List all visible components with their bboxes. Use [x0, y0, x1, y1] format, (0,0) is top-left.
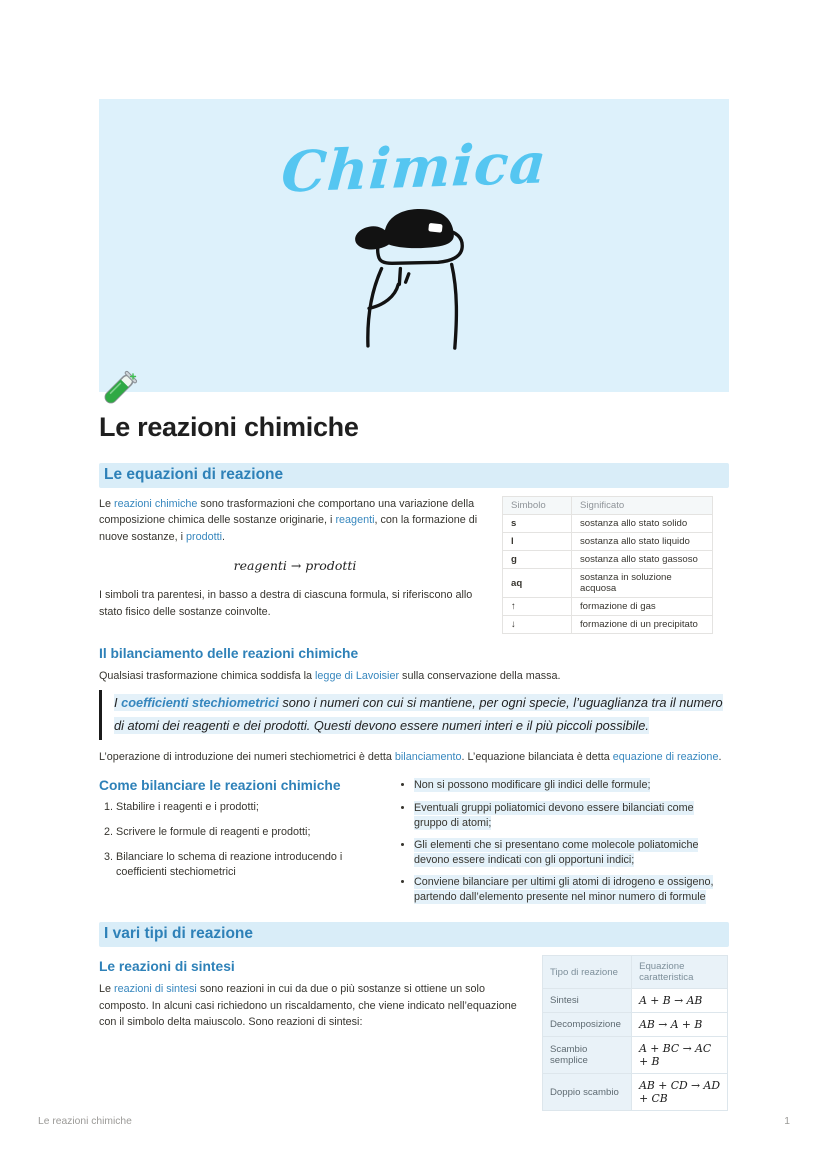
list-item: • Eventuali gruppi poliatomici devono essere bilanciati come gruppo di atomi; — [414, 801, 729, 830]
table-header-row — [503, 497, 713, 515]
table-cell: l — [503, 533, 572, 551]
table-row — [543, 1037, 728, 1074]
rules-list — [400, 778, 729, 912]
list-item: 1. Stabilire i reagenti e i prodotti; — [116, 800, 390, 816]
down-arrow-icon: ↓ — [503, 616, 572, 634]
quote-block — [99, 690, 729, 740]
table-cell: Sintesi — [543, 989, 632, 1013]
table-cell: sostanza allo stato liquido — [572, 533, 713, 551]
table-cell: Doppio scambio — [543, 1074, 632, 1111]
list-item: • Gli elementi che si presentano come molecole poliatomiche devono essere indicati con gli opportuni indici; — [414, 838, 729, 867]
term-reazioni-chimiche: reazioni chimiche — [114, 498, 198, 511]
reaction-types-table — [542, 955, 728, 1111]
table-row — [503, 569, 713, 598]
table-row — [543, 989, 728, 1013]
footer-title: Le reazioni chimiche — [38, 1116, 132, 1127]
reaction-formula: reagenti → prodotti — [233, 558, 357, 574]
table-cell: formazione di gas — [572, 598, 713, 616]
term-legge-lavoisier: legge di Lavoisier — [315, 670, 400, 683]
up-arrow-icon: ↑ — [503, 598, 572, 616]
list-item: • Conviene bilanciare per ultimi gli atomi di idrogeno e ossigeno, partendo dall’elemento presente nel minor numero di formule — [414, 875, 729, 904]
table-cell: s — [503, 515, 572, 533]
term-reagenti: reagenti — [335, 514, 375, 527]
section-heading-bilanciamento: Il bilanciamento delle reazioni chimiche — [99, 646, 359, 662]
paragraph-bilanciamento: L’operazione di introduzione dei numeri stechiometrici è detta bilanciamento. L’equazione bilanciata è detta equazione di reazione. — [99, 750, 722, 763]
table-cell: AB → A + B — [632, 1013, 728, 1037]
paragraph-reazioni: Le reazioni chimiche sono trasformazioni che comportano una variazione della composizione chimica delle sostanze originarie, i reagenti, con la formazione di nuove sostanze, i prodotti. — [99, 498, 478, 543]
table-header-cell: Significato — [572, 497, 713, 515]
flork-meme-icon — [346, 203, 482, 353]
table-cell: sostanza allo stato solido — [572, 515, 713, 533]
table-header-cell: Equazione caratteristica — [632, 956, 728, 989]
heading-reazioni-sintesi: Le reazioni di sintesi — [99, 959, 235, 975]
term-coefficienti-stechiometrici: coefficienti stechiometrici — [121, 695, 279, 711]
table-row — [503, 551, 713, 569]
symbols-table — [502, 496, 713, 634]
row-bilanciare — [99, 778, 729, 912]
page-footer — [38, 1116, 790, 1127]
table-row — [503, 533, 713, 551]
term-equazione-di-reazione: equazione di reazione — [612, 750, 719, 763]
table-cell: A + BC → AC + B — [632, 1037, 728, 1074]
table-cell: A + B → AB — [632, 989, 728, 1013]
quote-text: I coefficienti stechiometrici sono i numeri con cui si mantiene, per ogni specie, l’uguaglianza tra il numero di atomi dei reagenti e dei prodotti. Questi devono essere numeri interi e il più piccoli possibile. — [114, 695, 723, 734]
list-item: 3. Bilanciare lo schema di reazione introducendo i coefficienti stechiometrici — [116, 850, 390, 881]
table-row — [543, 1013, 728, 1037]
cover-banner — [99, 99, 729, 392]
content-column — [99, 412, 729, 1111]
come-bilanciare-column — [99, 778, 390, 890]
term-reazioni-di-sintesi: reazioni di sintesi — [114, 983, 197, 996]
footer-page-number: 1 — [784, 1116, 790, 1127]
table-cell: sostanza allo stato gassoso — [572, 551, 713, 569]
table-cell: formazione di un precipitato — [572, 616, 713, 634]
term-prodotti: prodotti — [186, 530, 223, 543]
term-bilanciamento: bilanciamento — [394, 750, 462, 763]
table-cell: AB + CD → AD + CB — [632, 1074, 728, 1111]
section-heading-tipi: I vari tipi di reazione — [99, 922, 729, 947]
page-title: Le reazioni chimiche — [99, 412, 359, 442]
table-row — [503, 616, 713, 634]
table-cell: sostanza in soluzione acquosa — [572, 569, 713, 598]
paragraph-simboli: I simboli tra parentesi, in basso a destra di ciascuna formula, si riferiscono allo stato fisico delle sostanze coinvolte. — [99, 589, 473, 618]
row-tipi — [99, 955, 729, 1111]
table-header-row — [543, 956, 728, 989]
table-header-cell: Simbolo — [503, 497, 572, 515]
equazioni-text-column — [99, 496, 491, 626]
table-cell: g — [503, 551, 572, 569]
table-row — [503, 598, 713, 616]
section-heading-equazioni: Le equazioni di reazione — [99, 463, 729, 488]
table-row — [543, 1074, 728, 1111]
table-cell: aq — [503, 569, 572, 598]
row-equazioni — [99, 496, 729, 634]
paragraph-lavoisier: Qualsiasi trasformazione chimica soddisfa la legge di Lavoisier sulla conservazione della massa. — [99, 670, 561, 683]
list-item: • Non si possono modificare gli indici delle formule; — [414, 778, 729, 793]
sintesi-text-column — [99, 955, 529, 1036]
list-item: 2. Scrivere le formule di reagenti e prodotti; — [116, 825, 390, 841]
steps-list — [99, 800, 390, 881]
table-row — [503, 515, 713, 533]
table-header-cell: Tipo di reazione — [543, 956, 632, 989]
heading-come-bilanciare: Come bilanciare le reazioni chimiche — [99, 778, 341, 794]
banner-title: Chimica — [279, 130, 549, 206]
test-tube-icon — [99, 370, 139, 414]
table-cell: Scambio semplice — [543, 1037, 632, 1074]
table-cell: Decomposizione — [543, 1013, 632, 1037]
paragraph-sintesi: Le reazioni di sintesi sono reazioni in cui da due o più sostanze si ottiene un solo composto. In alcuni casi richiedono un riscaldamento, che viene indicato nell’equazione con il simbolo delta maiuscolo. Sono reazioni di sintesi: — [99, 983, 517, 1029]
